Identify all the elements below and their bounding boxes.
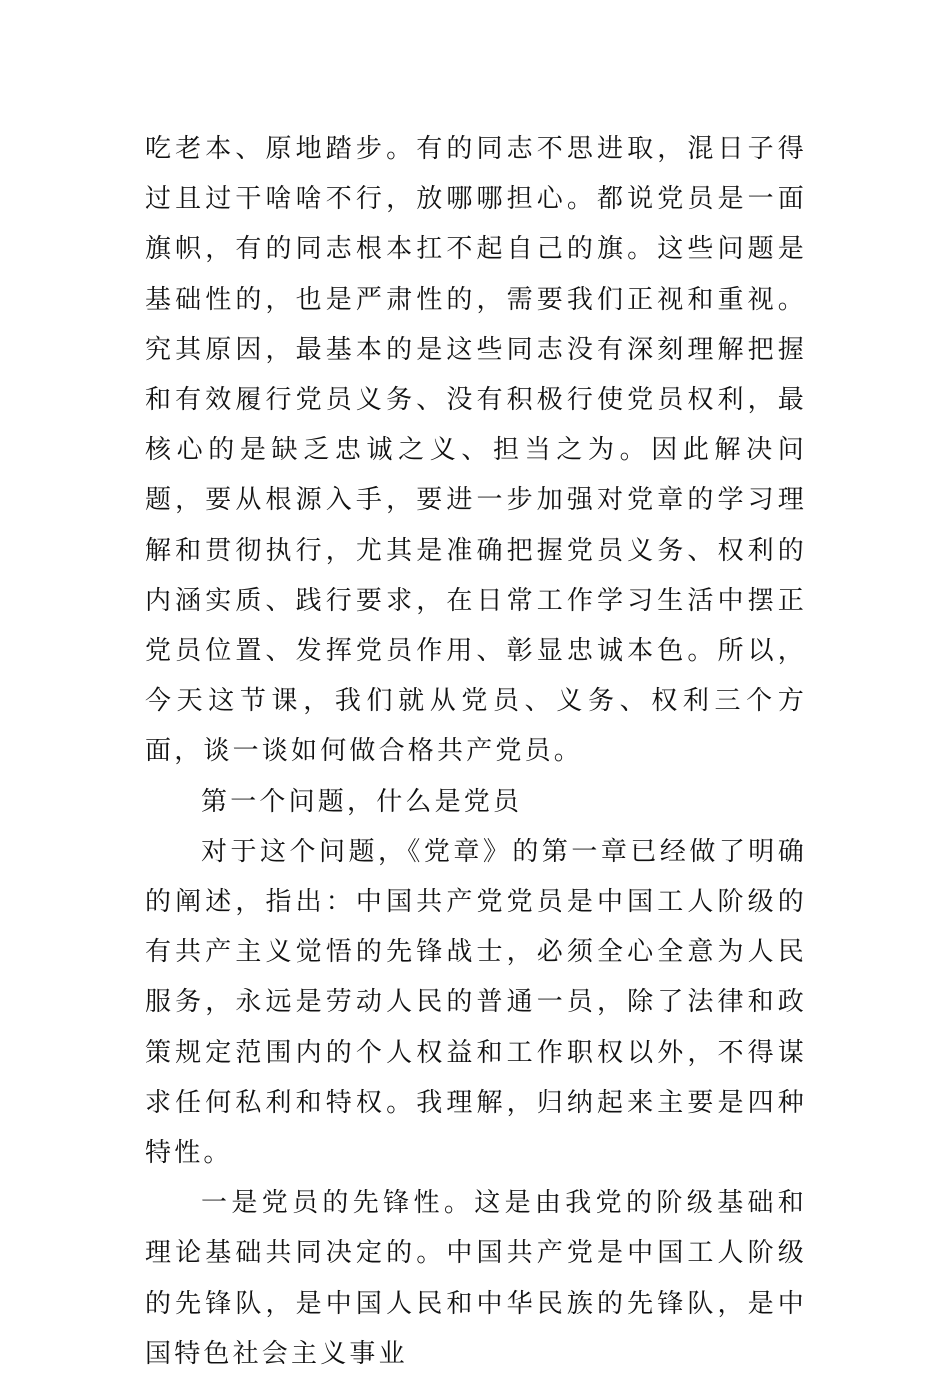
document-body xyxy=(145,124,807,1379)
paragraph-party-constitution-definition: 对于这个问题，《党章》的第一章已经做了明确的阐述，指出：中国共产党党员是中国工人阶级的有共产主义觉悟的先锋战士，必须全心全意为人民服务，永远是劳动人民的普通一员，除了法律和政策规定范围内的个人权益和工作职权以外，不得谋求任何私利和特权。我理解，归纳起来主要是四种特性。 xyxy=(145,836,807,1169)
section-heading-what-is-party-member: 第一个问题，什么是党员 xyxy=(201,786,523,817)
paragraph-continuation: 吃老本、原地踏步。有的同志不思进取，混日子得过且过干啥啥不行，放哪哪担心。都说党员是一面旗帜，有的同志根本扛不起自己的旗。这些问题是基础性的，也是严肃性的，需要我们正视和重视。究其原因，最基本的是这些同志没有深刻理解把握和有效履行党员义务、没有积极行使党员权利，最核心的是缺乏忠诚之义、担当之为。因此解决问题，要从根源入手，要进一步加强对党章的学习理解和贯彻执行，尤其是准确把握党员义务、权利的内涵实质、践行要求，在日常工作学习生活中摆正党员位置、发挥党员作用、彰显忠诚本色。所以，今天这节课，我们就从党员、义务、权利三个方面，谈一谈如何做合格共产党员。 xyxy=(145,134,807,767)
paragraph-vanguard-nature: 一是党员的先锋性。这是由我党的阶级基础和理论基础共同决定的。中国共产党是中国工人阶级的先锋队，是中国人民和中华民族的先锋队，是中国特色社会主义事业 xyxy=(145,1188,807,1369)
